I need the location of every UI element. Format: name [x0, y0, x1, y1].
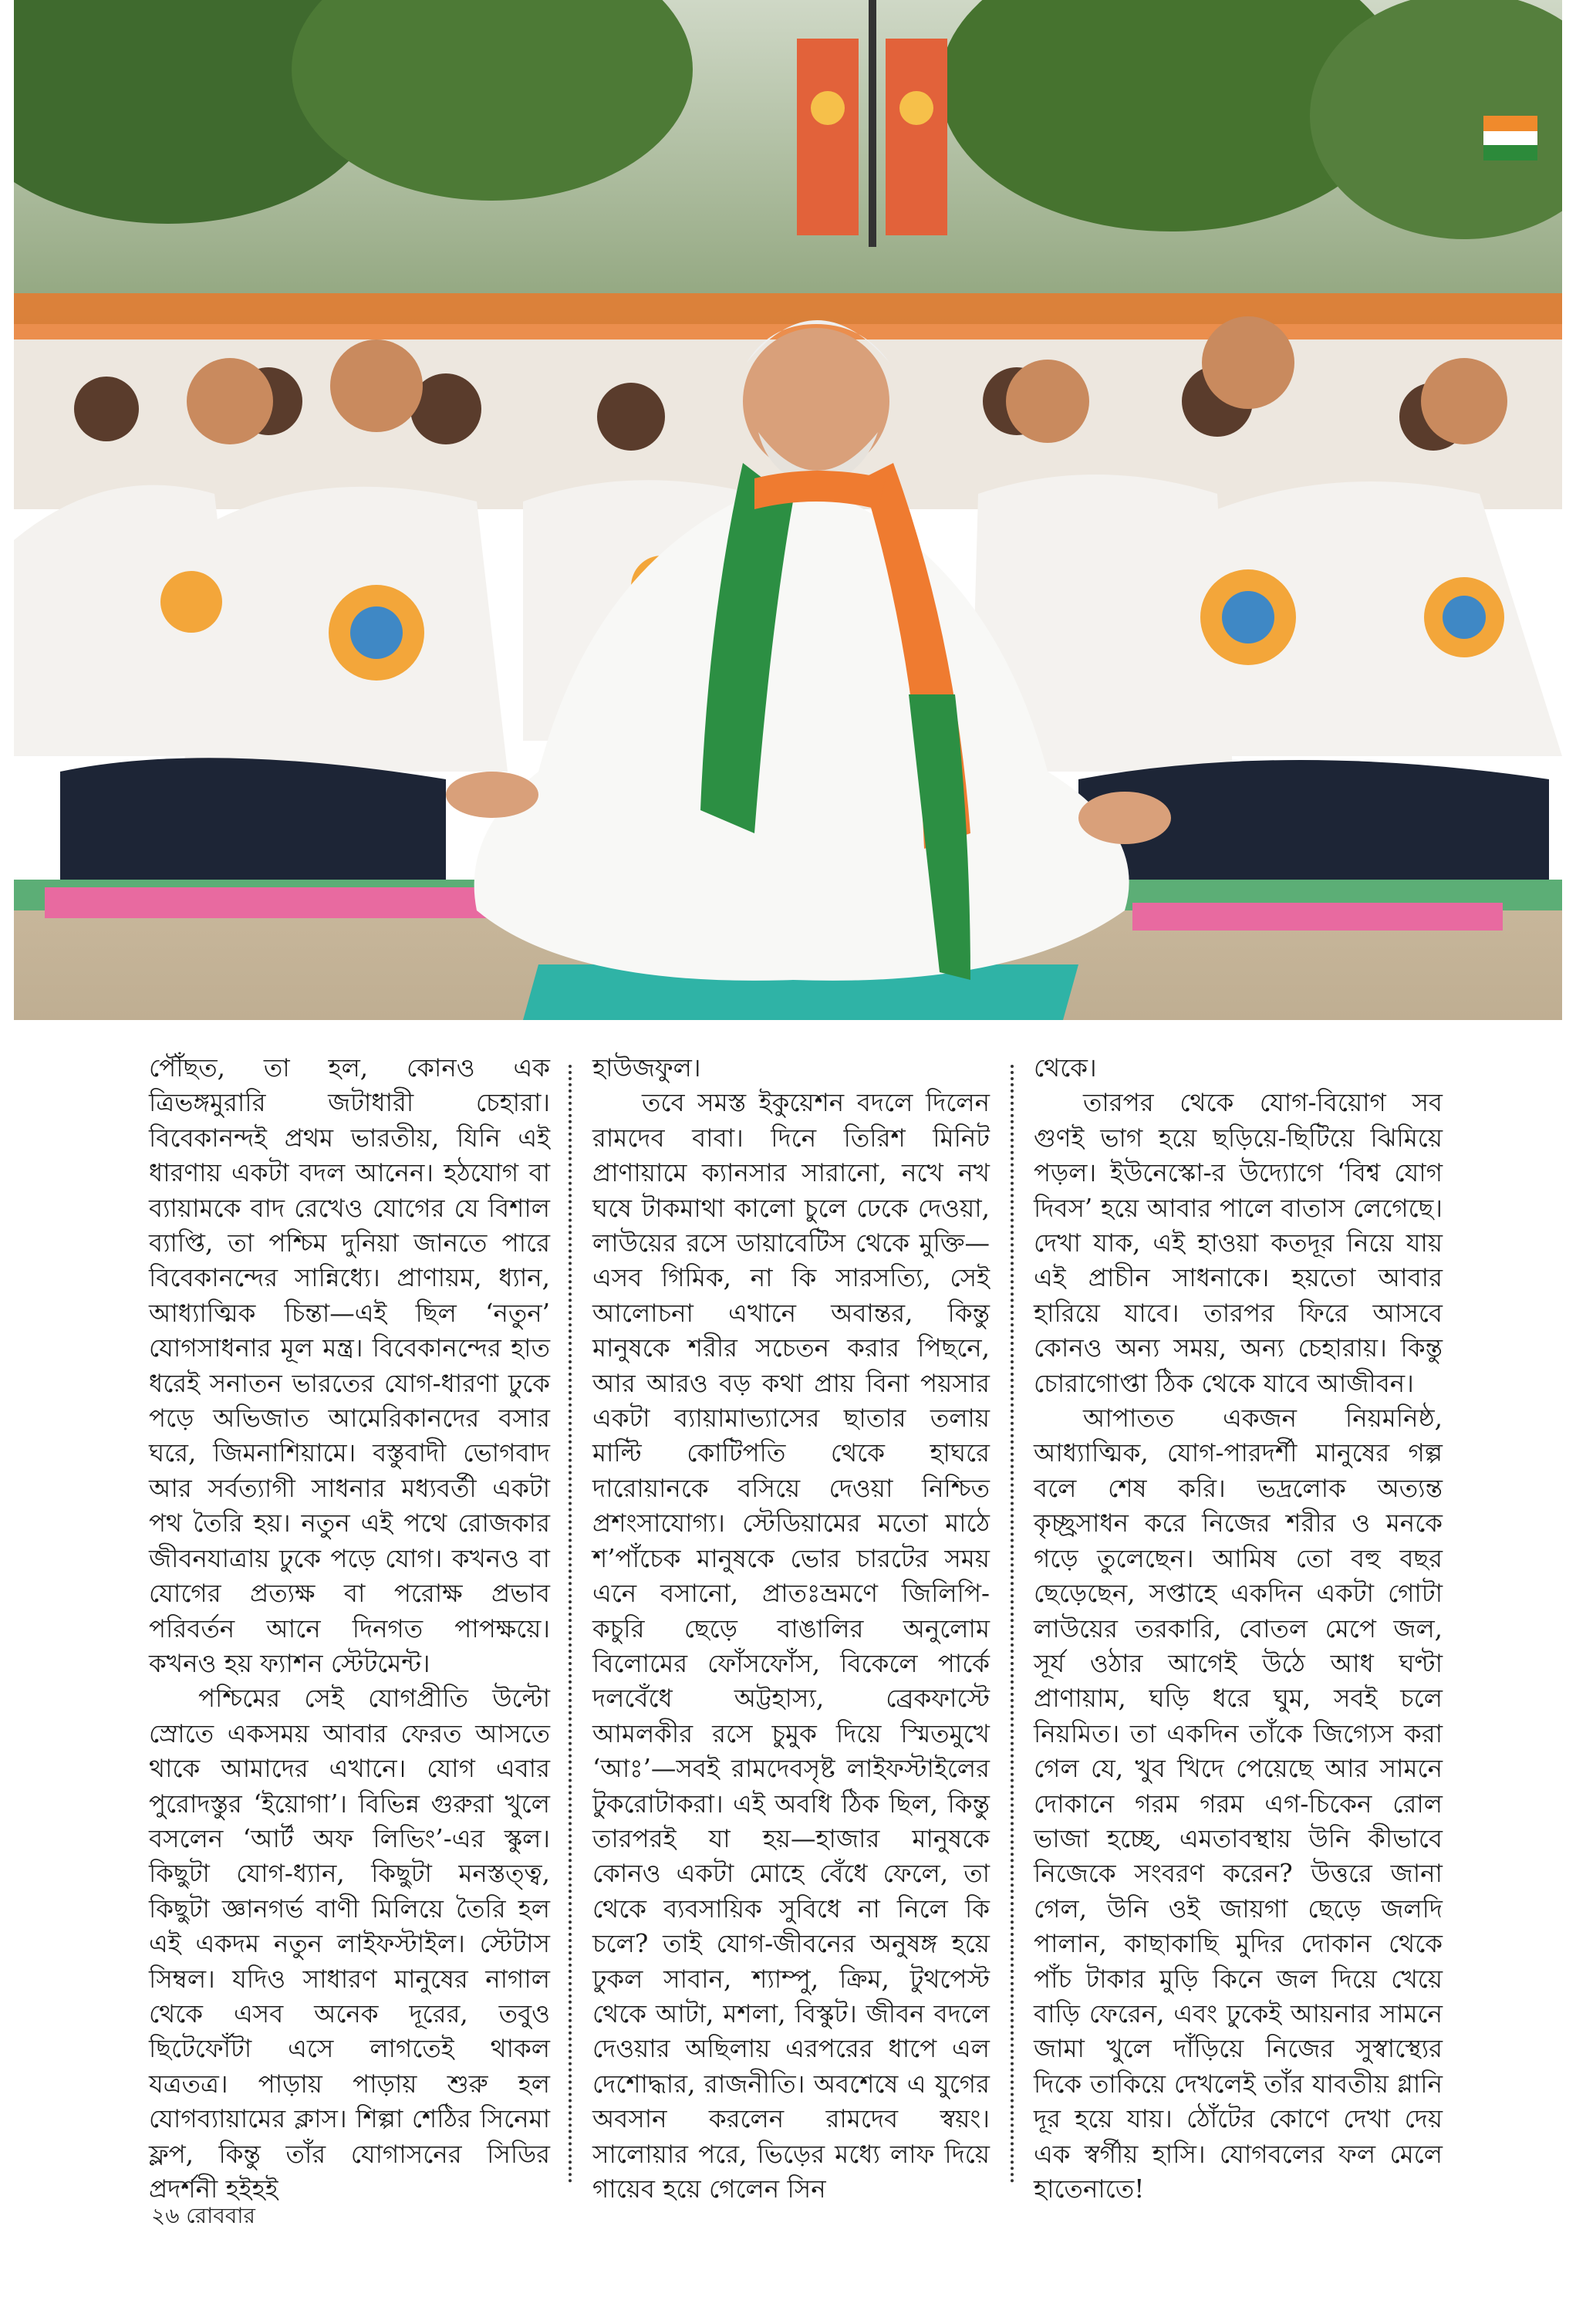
- column-divider: [569, 1065, 572, 2184]
- paragraph: তবে সমস্ত ইকুয়েশন বদলে দিলেন রামদেব বাবা। দিনে তিরিশ মিনিট প্রাণায়ামে ক্যানসার সারানো, নখে নখ ঘষে টাকমাথা কালো চুলে ঢেকে দেওয়া, লাউয়ের রসে ডায়াবেটিস থেকে মুক্তি—এসব গিমিক, না কি সারসত্যি, সেই আলোচনা এখানে অবান্তর, কিন্তু মানুষকে শরীর সচেতন করার পিছনে, আর আরও বড় কথা প্রায় বিনা পয়সার একটা ব্যায়ামাভ্যাসের ছাতার তলায় মাল্টি কোটিপতি থেকে হাঘরে দারোয়ানকে বসিয়ে দেওয়া নিশ্চিত প্রশংসাযোগ্য। স্টেডিয়ামের মতো মাঠে শ’পাঁচেক মানুষকে ভোর চারটের সময় এনে বসানো, প্রাতঃভ্রমণে জিলিপি-কচুরি ছেড়ে বাঙালির অনুলোম বিলোমের ফোঁসফোঁস, বিকেলে পার্কে দলবেঁধে অট্টহাস্য, ব্রেকফাস্টে আমলকীর রসে চুমুক দিয়ে স্মিতমুখে ‘আঃ’—সবই রামদেবসৃষ্ট লাইফস্টাইলের টুকরোটাকরা। এই অবধি ঠিক ছিল, কিন্তু তারপরই যা হয়—হাজার মানুষকে কোনও একটা মোহে বেঁধে ফেলে, তা থেকে ব্যবসায়িক সুবিধে না নিলে কি চলে? তাই যোগ-জীবনের অনুষঙ্গ হয়ে ঢুকল সাবান, শ্যাম্পু, ক্রিম, টুথপেস্ট থেকে আটা, মশলা, বিস্কুট। জীবন বদলে দেওয়ার অছিলায় এরপরের ধাপে এল দেশোদ্ধার, রাজনীতি। অবশেষে এ যুগের অবসান করলেন রামদেব স্বয়ং। সালোয়ার পরে, ভিড়ের মধ্যে লাফ দিয়ে গায়েব হয়ে গেলেন সিন: [592, 1088, 990, 2204]
- paragraph: আপাতত একজন নিয়মনিষ্ঠ, আধ্যাত্মিক, যোগ-পারদর্শী মানুষের গল্প বলে শেষ করি। ভদ্রলোক অত্যন্ত কৃচ্ছ্রসাধন করে নিজের শরীর ও মনকে গড়ে তুলেছেন। আমিষ তো বহু বছর ছেড়েছেন, সপ্তাহে একদিন একটা গোটা লাউয়ের তরকারি, বোতল মেপে জল, সূর্য ওঠার আগেই উঠে আধ ঘণ্টা প্রাণায়াম, ঘড়ি ধরে ঘুম, সবই চলে নিয়মিত। তা একদিন তাঁকে জিগ্যেস করা গেল যে, খুব খিদে পেয়েছে আর সামনে দোকানে গরম গরম এগ-চিকেন রোল ভাজা হচ্ছে, এমতাবস্থায় উনি কীভাবে নিজেকে সংবরণ করেন? উত্তরে জানা গেল, উনি ওই জায়গা ছেড়ে জলদি পালান, কাছাকাছি মুদির দোকান থেকে পাঁচ টাকার মুড়ি কিনে জল দিয়ে খেয়ে বাড়ি ফেরেন, এবং ঢুকেই আয়নার সামনে জামা খুলে দাঁড়িয়ে নিজের সুস্বাস্থ্যের দিকে তাকিয়ে দেখলেই তাঁর যাবতীয় গ্লানি দূর হয়ে যায়। ঠোঁটের কোণে দেখা দেয় এক স্বর্গীয় হাসি। যোগবলের ফল মেলে হাতেনাতে!: [1034, 1404, 1443, 2204]
- paragraph: পশ্চিমের সেই যোগপ্রীতি উল্টো স্রোতে একসময় আবার ফেরত আসতে থাকে আমাদের এখানে। যোগ এবার পুরোদস্তুর ‘ইয়োগা’। বিভিন্ন গুরুরা খুলে বসলেন ‘আর্ট অফ লিভিং’-এর স্কুল। কিছুটা যোগ-ধ্যান, কিছুটা মনস্তত্ত্ব, কিছুটা জ্ঞানগর্ভ বাণী মিলিয়ে তৈরি হল এই একদম নতুন লাইফস্টাইল। স্টেটাস সিম্বল। যদিও সাধারণ মানুষের নাগাল থেকে এসব অনেক দূরের, তবুও ছিটেফোঁটা এসে লাগতেই থাকল যত্রতত্র। পাড়ায় পাড়ায় শুরু হল যোগব্যায়ামের ক্লাস। শিল্পা শেঠির সিনেমা ফ্লপ, কিন্তু তাঁর যোগাসনের সিডির প্রদর্শনী হইহই: [149, 1684, 550, 2204]
- paragraph: তারপর থেকে যোগ-বিয়োগ সব গুণই ভাগ হয়ে ছড়িয়ে-ছিটিয়ে ঝিমিয়ে পড়ল। ইউনেস্কো-র উদ্যোগে ‘বিশ্ব যোগ দিবস’ হয়ে আবার পালে বাতাস লেগেছে। দেখা যাক, এই হাওয়া কতদূর নিয়ে যায় এই প্রাচীন সাধনাকে। হয়তো আবার হারিয়ে যাবে। তারপর ফিরে আসবে কোনও অন্য সময়, অন্য চেহারায়। কিন্তু চোরাগোপ্তা ঠিক থেকে যাবে আজীবন।: [1034, 1088, 1443, 1398]
- paragraph: পৌঁছত, তা হল, কোনও এক ত্রিভঙ্গমুরারি জটাধারী চেহারা। বিবেকানন্দই প্রথম ভারতীয়, যিনি এই ধারণায় একটা বদল আনেন। হঠযোগ বা ব্যায়ামকে বাদ রেখেও যোগের যে বিশাল ব্যাপ্তি, তা পশ্চিম দুনিয়া জানতে পারে বিবেকানন্দের সান্নিধ্যে। প্রাণায়ম, ধ্যান, আধ্যাত্মিক চিন্তা—এই ছিল ‘নতুন’ যোগসাধনার মূল মন্ত্র। বিবেকানন্দের হাত ধরেই সনাতন ভারতের যোগ-ধারণা ঢুকে পড়ে অভিজাত আমেরিকানদের বসার ঘরে, জিমনাশিয়ামে। বস্তুবাদী ভোগবাদ আর সর্বত্যাগী সাধনার মধ্যবর্তী একটা পথ তৈরি হয়। নতুন এই পথে রোজকার জীবনযাত্রায় ঢুকে পড়ে যোগ। কখনও বা যোগের প্রত্যক্ষ বা পরোক্ষ প্রভাব পরিবর্তন আনে দিনগত পাপক্ষয়ে। কখনও হয় ফ্যাশন স্টেটমেন্ট।: [149, 1053, 550, 1678]
- yoga-day-photo: [14, 0, 1562, 1020]
- article-column-3: [1034, 1051, 1443, 2204]
- page-folio: ২৬ রোববার: [151, 2203, 255, 2228]
- column-divider: [1011, 1065, 1014, 2184]
- article-column-1: [149, 1051, 550, 2204]
- meditation-scene-illustration: [14, 0, 1562, 1020]
- paragraph: হাউজফুল।: [592, 1053, 701, 1083]
- paragraph: থেকে।: [1034, 1053, 1097, 1083]
- article-column-2: [592, 1051, 990, 2204]
